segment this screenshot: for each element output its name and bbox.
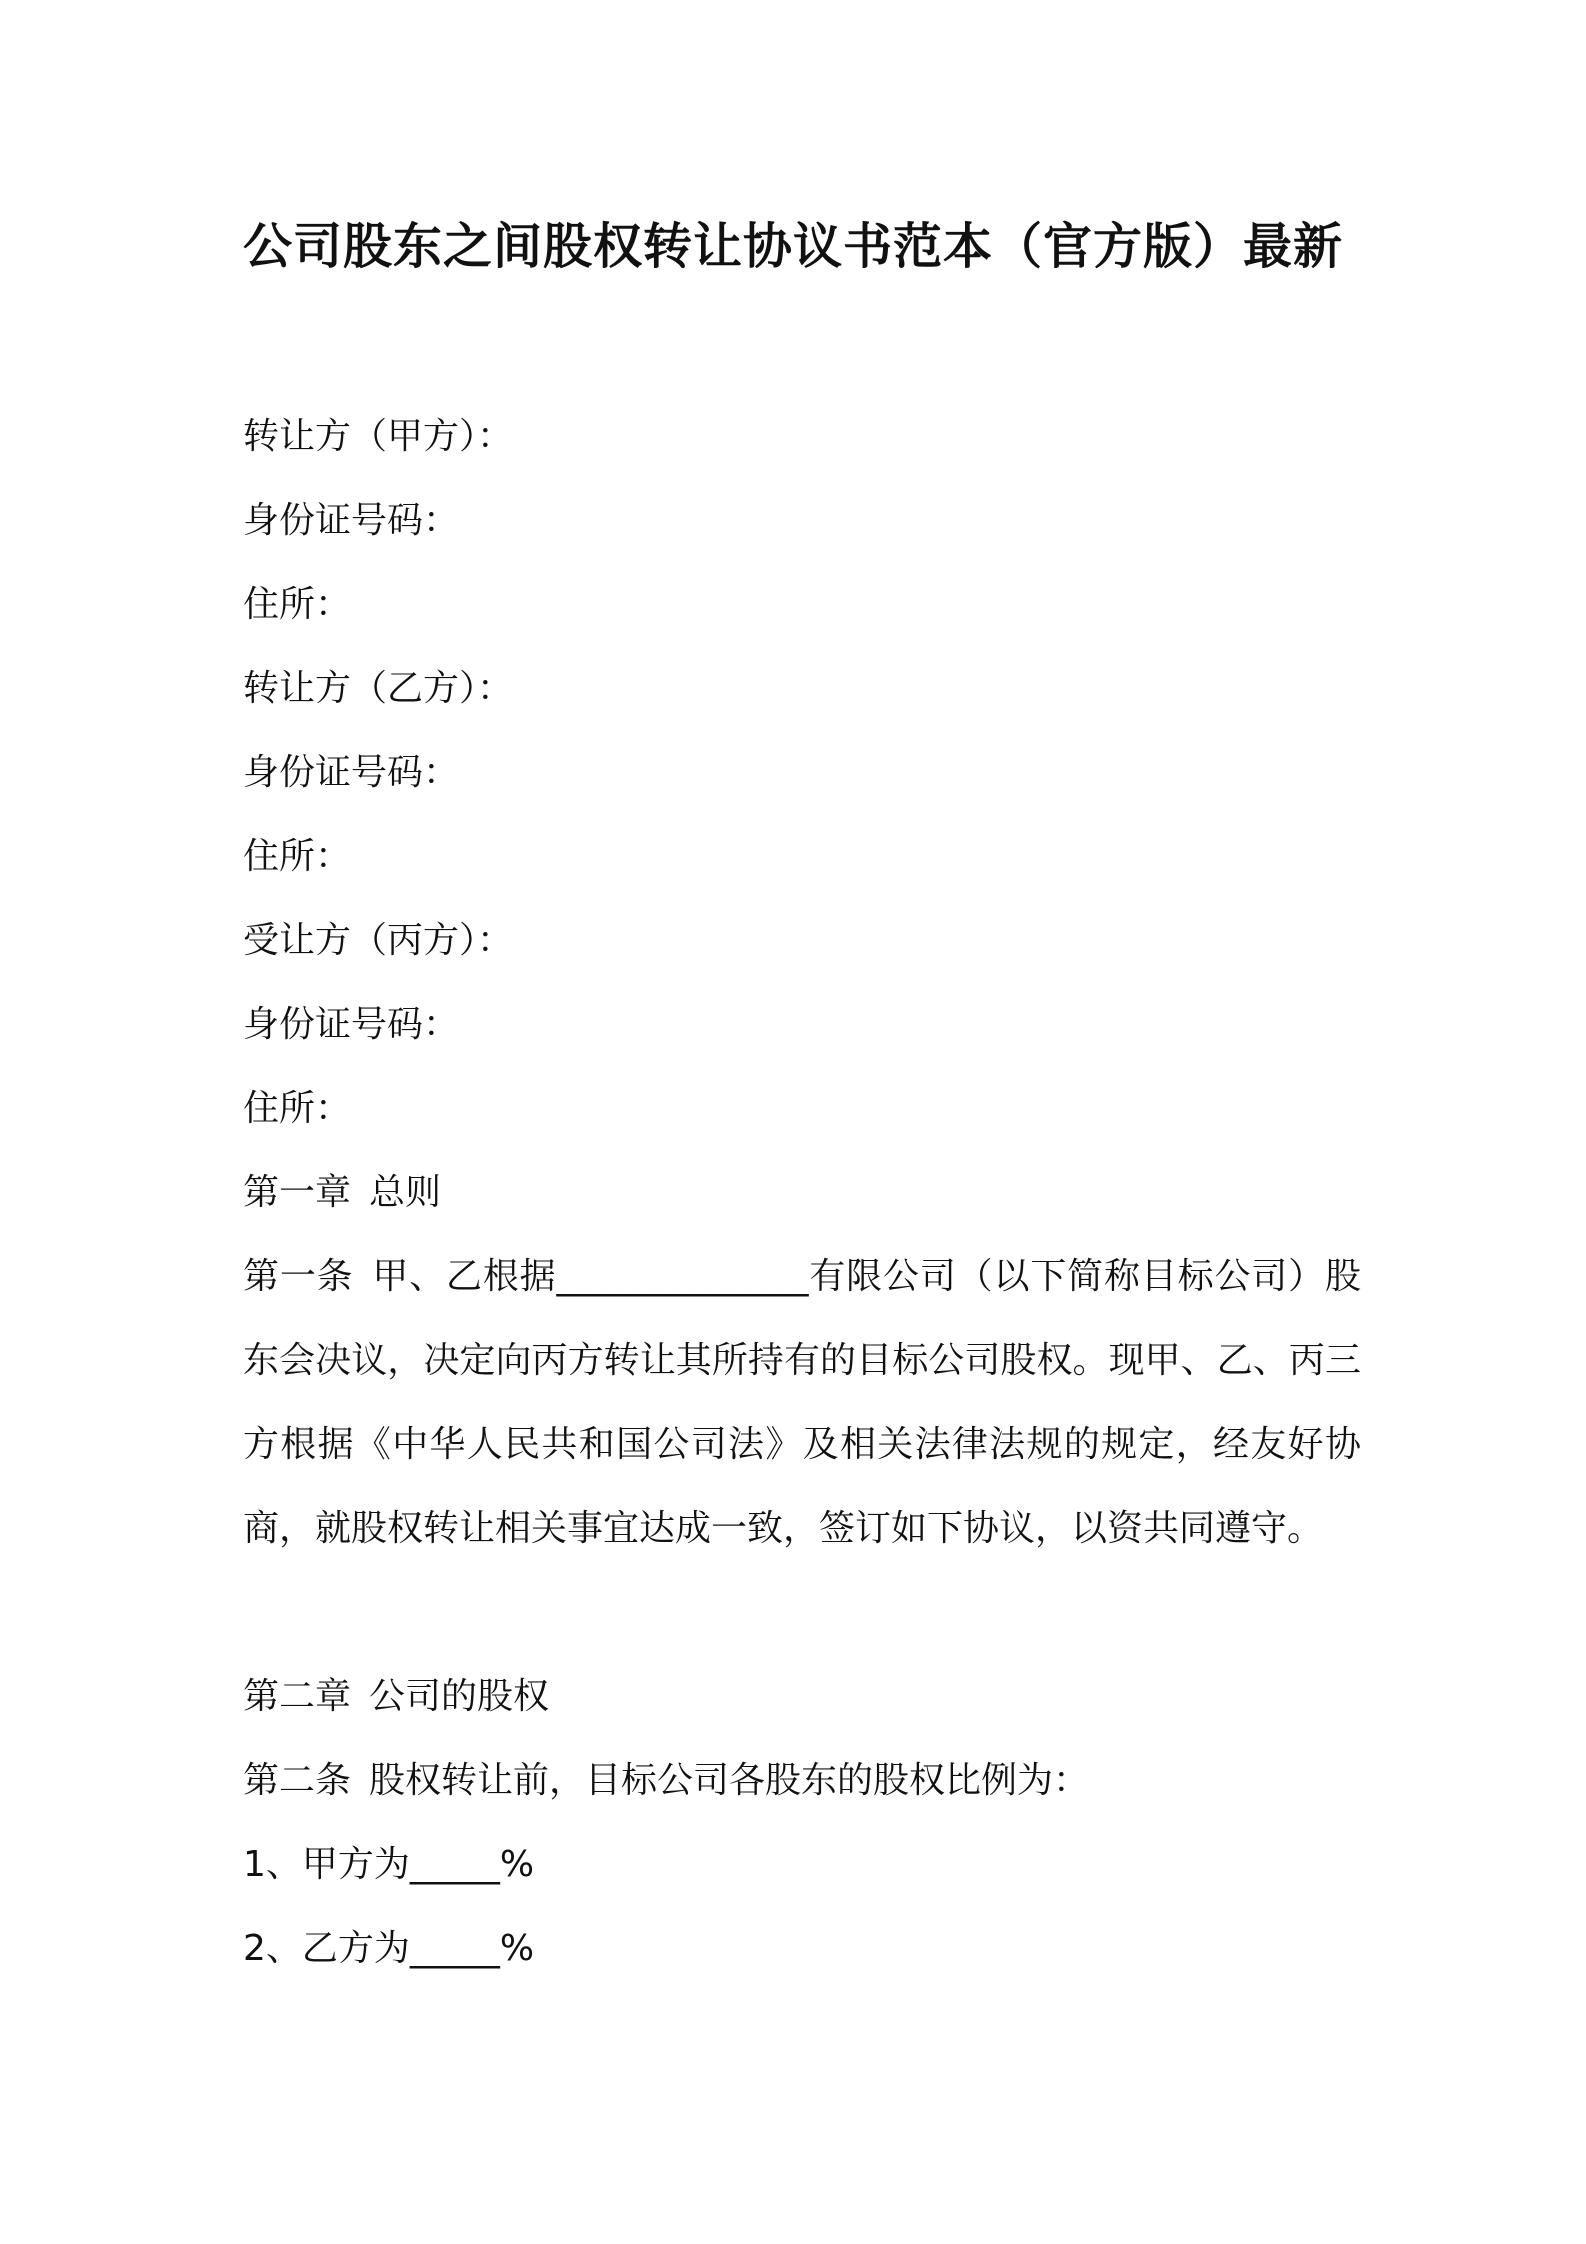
chapter-1-number: 第一章	[243, 1172, 352, 1213]
party-b-id-label: 身份证号码：	[243, 752, 460, 793]
party-b-address-label: 住所：	[243, 836, 352, 877]
ratio-party-b: 2、乙方为_____%	[243, 1928, 535, 1969]
ratio-party-a: 1、甲方为_____%	[243, 1844, 535, 1885]
party-c-address-label: 住所：	[243, 1088, 352, 1129]
party-a-id-label: 身份证号码：	[243, 500, 460, 541]
chapter-2-heading	[243, 1672, 549, 1722]
page-title: 公司股东之间股权转让协议书范本（官方版）最新	[242, 218, 1343, 275]
chapter-1-heading	[243, 1168, 441, 1218]
party-a-label: 转让方（甲方）：	[243, 416, 514, 457]
article-1-text: 甲、乙根据______________有限公司（以下简称目标公司）股东会决议，决定向丙方转让其所持有的目标公司股权。现甲、乙、丙三方根据《中华人民共和国公司法》及相关法律法规的规定，经友好协商，就股权转让相关事宜达成一致，签订如下协议，以资共同遵守。	[243, 1256, 1361, 1549]
chapter-2-name: 公司的股权	[369, 1676, 550, 1717]
article-1	[243, 1235, 1361, 1571]
article-2	[243, 1756, 1089, 1806]
party-c-label: 受让方（丙方）：	[243, 920, 514, 961]
article-1-number: 第一条	[243, 1256, 354, 1297]
party-c-id-label: 身份证号码：	[243, 1004, 460, 1045]
chapter-2-number: 第二章	[243, 1676, 352, 1717]
article-2-text: 股权转让前，目标公司各股东的股权比例为：	[369, 1760, 1090, 1801]
party-b-label: 转让方（乙方）：	[243, 668, 514, 709]
article-2-number: 第二条	[243, 1760, 352, 1801]
party-a-address-label: 住所：	[243, 584, 352, 625]
chapter-1-name: 总则	[369, 1172, 442, 1213]
